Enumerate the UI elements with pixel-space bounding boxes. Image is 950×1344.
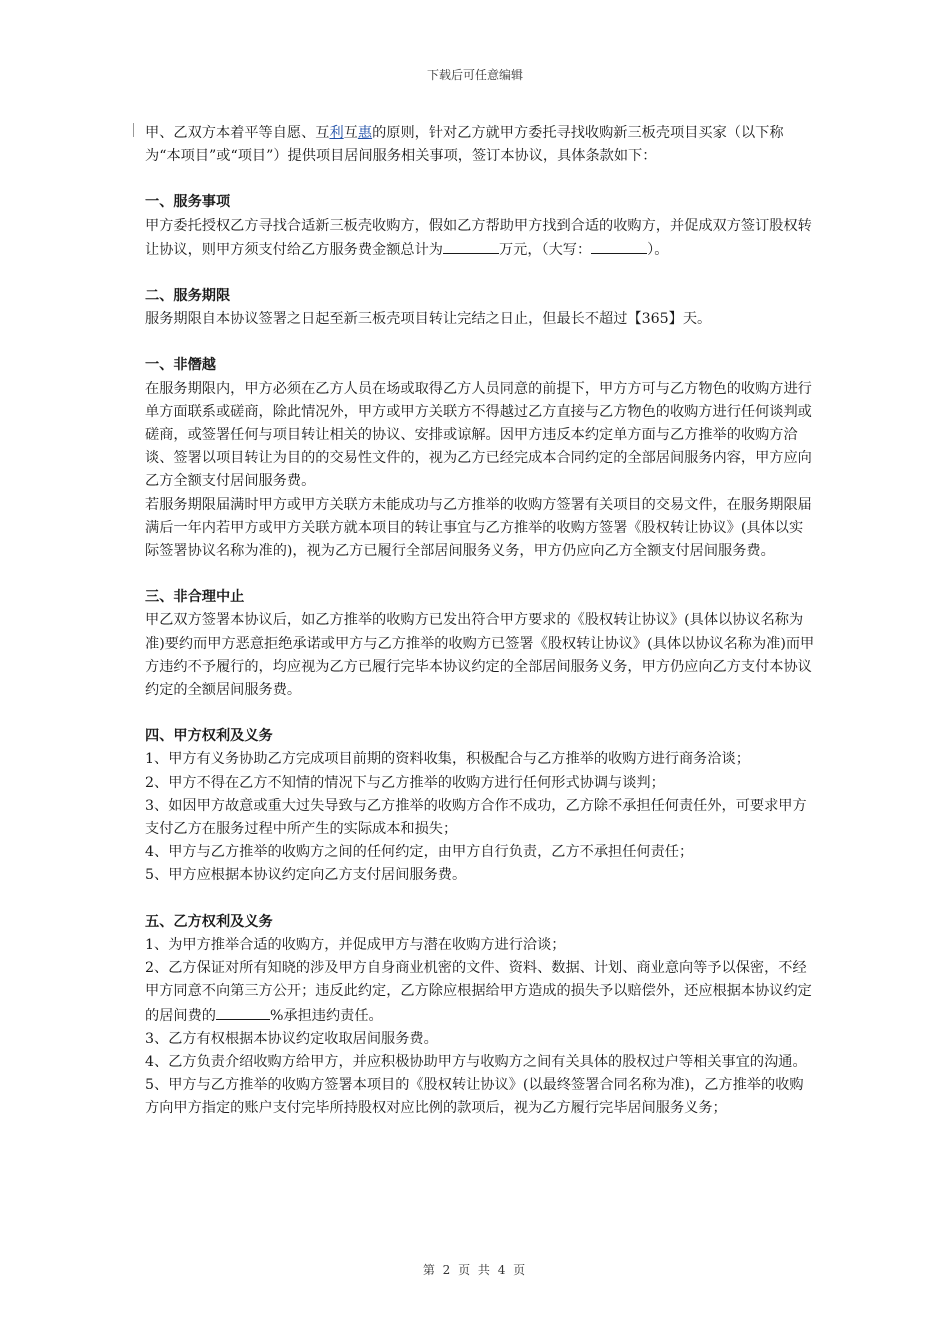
service-items-text-a: 甲方委托授权乙方寻找合适新三板壳收购方，假如乙方帮助甲方找到合适的收购方，并促成双方签订股权转让协议，则甲方须支付给乙方服务费金额总计为 (145, 217, 812, 258)
section-heading-non-circumvention: 一、非僭越 (145, 357, 216, 374)
section-heading-termination: 三、非合理中止 (145, 589, 245, 606)
intro-link-1[interactable]: 利 (329, 125, 344, 141)
fee-words-blank (591, 238, 647, 254)
text-cursor (133, 123, 134, 137)
page-header: 下载后可任意编辑 (426, 68, 523, 82)
spacer (145, 262, 815, 285)
non-circumvention-paragraph-1: 在服务期限内，甲方必须在乙方人员在场或取得乙方人员同意的前提下，甲方方可与乙方物色的收购方进行单方面联系或磋商，除此情况外，甲方或甲方关联方不得越过乙方直接与乙方物色的收购方进行任何谈判或磋商，或签署任何与项目转让相关的协议、安排或谅解。因甲方违反本约定单方面与乙方推举的收购方洽谈、签署以项目转让为目的的交易性文件的，视为乙方已经完成本合同约定的全部居间服务内容，甲方应向乙方全额支付居间服务费。 (145, 380, 812, 490)
party-b-item2-text-b: %承担违约责任。 (269, 1007, 383, 1024)
party-a-item: 1、甲方有义务协助乙方完成项目前期的资料收集，积极配合与乙方推举的收购方进行商务洽谈； (145, 751, 750, 768)
section-heading-party-b-rights: 五、乙方权利及义务 (145, 913, 273, 930)
termination-paragraph: 甲乙双方签署本协议后，如乙方推举的收购方已发出符合甲方要求的《股权转让协议》(具体以协议名称为准)要约而甲方恶意拒绝承诺或甲方与乙方推举的收购方已签署《股权转让协议》(具体以协议名称为准)而甲方违约不予履行的，均应视为乙方已履行完毕本协议约定的全部居间服务义务，甲方仍应向乙方支付本协议约定的全额居间服务费。 (145, 612, 815, 699)
service-period-paragraph: 服务期限自本协议签署之日起至新三板壳项目转让完结之日止，但最长不超过【365】天。 (145, 311, 712, 328)
party-a-item: 3、如因甲方故意或重大过失导致与乙方推举的收购方合作不成功，乙方除不承担任何责任外，可要求甲方支付乙方在服务过程中所产生的实际成本和损失； (145, 797, 807, 838)
fee-amount-blank (443, 238, 499, 254)
penalty-percent-blank (216, 1004, 270, 1020)
party-b-item: 1、为甲方推举合适的收购方，并促成甲方与潜在收购方进行洽谈； (145, 936, 566, 953)
section-heading-service-period: 二、服务期限 (145, 288, 231, 305)
spacer (145, 168, 815, 191)
party-a-item: 5、甲方应根据本协议约定向乙方支付居间服务费。 (145, 867, 467, 884)
page-footer: 第 2 页 共 4 页 (422, 1263, 528, 1277)
intro-paragraph (145, 122, 815, 168)
party-b-item: 3、乙方有权根据本协议约定收取居间服务费。 (145, 1030, 438, 1047)
service-items-text-c: ）。 (647, 241, 669, 258)
party-b-item2-text-a: 2、乙方保证对所有知晓的涉及甲方自身商业机密的文件、资料、数据、计划、商业意向等予以保密，不经甲方同意不向第三方公开；违反此约定，乙方除应根据给甲方造成的损失予以赔偿外，还应根据本协议约定的居间费的 (145, 960, 812, 1024)
intro-text-2: 互 (343, 125, 358, 141)
non-circumvention-paragraph-2: 若服务期限届满时甲方或甲方关联方未能成功与乙方推举的收购方签署有关项目的交易文件，在服务期限届满后一年内若甲方或甲方关联方就本项目的转让事宜与乙方推举的收购方签署《股权转让协议》(具体以实际签署协议名称为准的)，视为乙方已履行全部居间服务义务，甲方仍应向乙方全额支付居间服务费。 (145, 496, 812, 560)
party-a-item: 2、甲方不得在乙方不知情的情况下与乙方推举的收购方进行任何形式协调与谈判； (145, 774, 665, 791)
party-b-item: 5、甲方与乙方推举的收购方签署本项目的《股权转让协议》(以最终签署合同名称为准)，乙方推举的收购方向甲方指定的账户支付完毕所持股权对应比例的款项后，视为乙方履行完毕居间服务义务； (145, 1077, 804, 1117)
party-b-item (145, 957, 815, 1028)
intro-text-1: 甲、乙双方本着平等自愿、互 (145, 125, 330, 141)
document-body (145, 122, 815, 1121)
party-a-item: 4、甲方与乙方推举的收购方之间的任何约定，由甲方自行负责，乙方不承担任何责任； (145, 844, 694, 861)
intro-text-3: 的原则，针对乙方就甲方委托寻找收购新三板壳项目买家（以下称为“本项目”或“项目”）提供项目居间服务相关事项，签订本协议，具体条款如下： (145, 125, 784, 165)
section-heading-party-a-rights: 四、甲方权利及义务 (145, 728, 273, 745)
spacer (145, 563, 815, 586)
spacer (145, 888, 815, 911)
service-items-text-b: 万元，（大写： (498, 241, 592, 258)
spacer (145, 702, 815, 725)
party-b-item: 4、乙方负责介绍收购方给甲方，并应积极协助甲方与收购方之间有关具体的股权过户等相关事宜的沟通。 (145, 1053, 807, 1070)
section-heading-service-items: 一、服务事项 (145, 194, 231, 211)
spacer (145, 331, 815, 354)
service-items-paragraph (145, 215, 815, 262)
intro-link-2[interactable]: 惠 (357, 125, 373, 141)
